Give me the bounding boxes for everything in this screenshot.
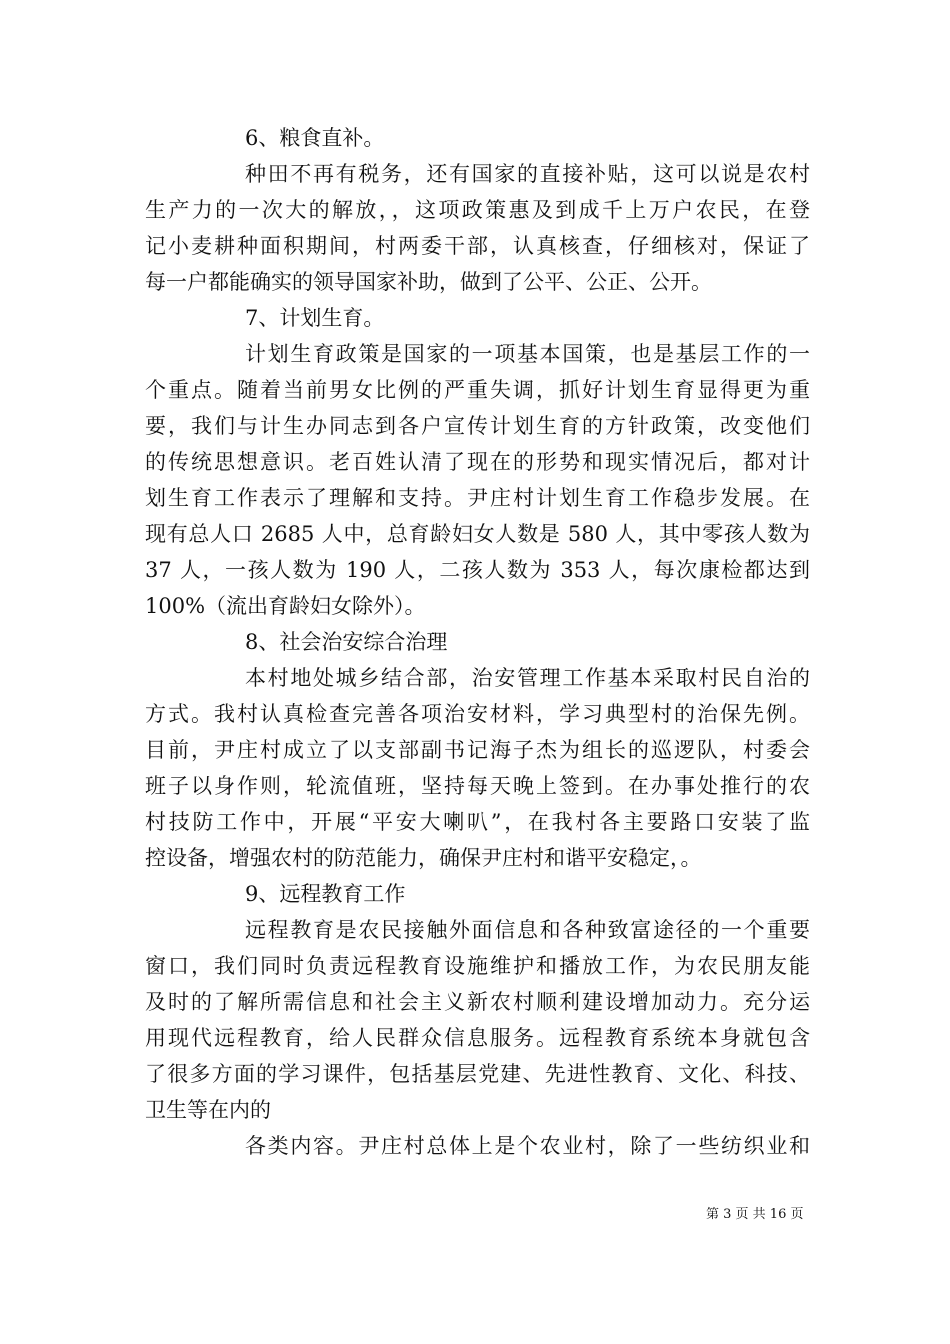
paragraph-line: 了很多方面的学习课件，包括基层党建、先进性教育、文化、科技、 <box>145 1062 810 1086</box>
paragraph-line: 100%（流出育龄妇女除外）。 <box>145 594 426 618</box>
paragraph-line: 记小麦耕种面积期间，村两委干部，认真核查，仔细核对，保证了 <box>145 234 810 258</box>
paragraph-line: 远程教育是农民接触外面信息和各种致富途径的一个重要 <box>245 918 810 942</box>
section-heading-8: 8、社会治安综合治理 <box>245 630 448 654</box>
paragraph-line: 窗口，我们同时负责远程教育设施维护和播放工作，为农民朋友能 <box>145 954 810 978</box>
paragraph-line: 的传统思想意识。老百姓认清了现在的形势和现实情况后，都对计 <box>145 450 810 474</box>
paragraph-line: 种田不再有税务，还有国家的直接补贴，这可以说是农村 <box>245 162 810 186</box>
section-heading-9: 9、远程教育工作 <box>245 882 406 906</box>
paragraph-line: 村技防工作中，开展“平安大喇叭”，在我村各主要路口安装了监 <box>145 810 810 834</box>
paragraph-line: 卫生等在内的 <box>145 1098 271 1122</box>
paragraph-line: 划生育工作表示了理解和支持。尹庄村计划生育工作稳步发展。在 <box>145 486 810 510</box>
paragraph-line: 37 人，一孩人数为 190 人，二孩人数为 353 人，每次康检都达到 <box>145 558 810 582</box>
paragraph-line: 各类内容。尹庄村总体上是个农业村，除了一些纺织业和 <box>245 1134 810 1158</box>
paragraph-line: 个重点。随着当前男女比例的严重失调，抓好计划生育显得更为重 <box>145 378 810 402</box>
paragraph-line: 控设备，增强农村的防范能力，确保尹庄村和谐平安稳定，。 <box>145 846 702 870</box>
paragraph-line: 及时的了解所需信息和社会主义新农村顺利建设增加动力。充分运 <box>145 990 810 1014</box>
paragraph-line: 计划生育政策是国家的一项基本国策，也是基层工作的一 <box>245 342 810 366</box>
paragraph-line: 生产力的一次大的解放，，这项政策惠及到成千上万户农民，在登 <box>145 198 810 222</box>
paragraph-line: 要，我们与计生办同志到各户宣传计划生育的方针政策，改变他们 <box>145 414 810 438</box>
paragraph-line: 目前，尹庄村成立了以支部副书记海子杰为组长的巡逻队，村委会 <box>145 738 810 762</box>
section-heading-7: 7、计划生育。 <box>245 306 385 330</box>
page-number-footer: 第 3 页 共 16 页 <box>706 1207 804 1222</box>
paragraph-line: 每一户都能确实的领导国家补助，做到了公平、公正、公开。 <box>145 270 712 294</box>
paragraph-line: 方式。我村认真检查完善各项治安材料，学习典型村的治保先例。 <box>145 702 810 726</box>
paragraph-line: 本村地处城乡结合部，治安管理工作基本采取村民自治的 <box>245 666 810 690</box>
section-heading-6: 6、粮食直补。 <box>245 126 385 150</box>
paragraph-line: 用现代远程教育，给人民群众信息服务。远程教育系统本身就包含 <box>145 1026 810 1050</box>
paragraph-line: 现有总人口 2685 人中，总育龄妇女人数是 580 人，其中零孩人数为 <box>145 522 810 546</box>
paragraph-line: 班子以身作则，轮流值班，坚持每天晚上签到。在办事处推行的农 <box>145 774 810 798</box>
